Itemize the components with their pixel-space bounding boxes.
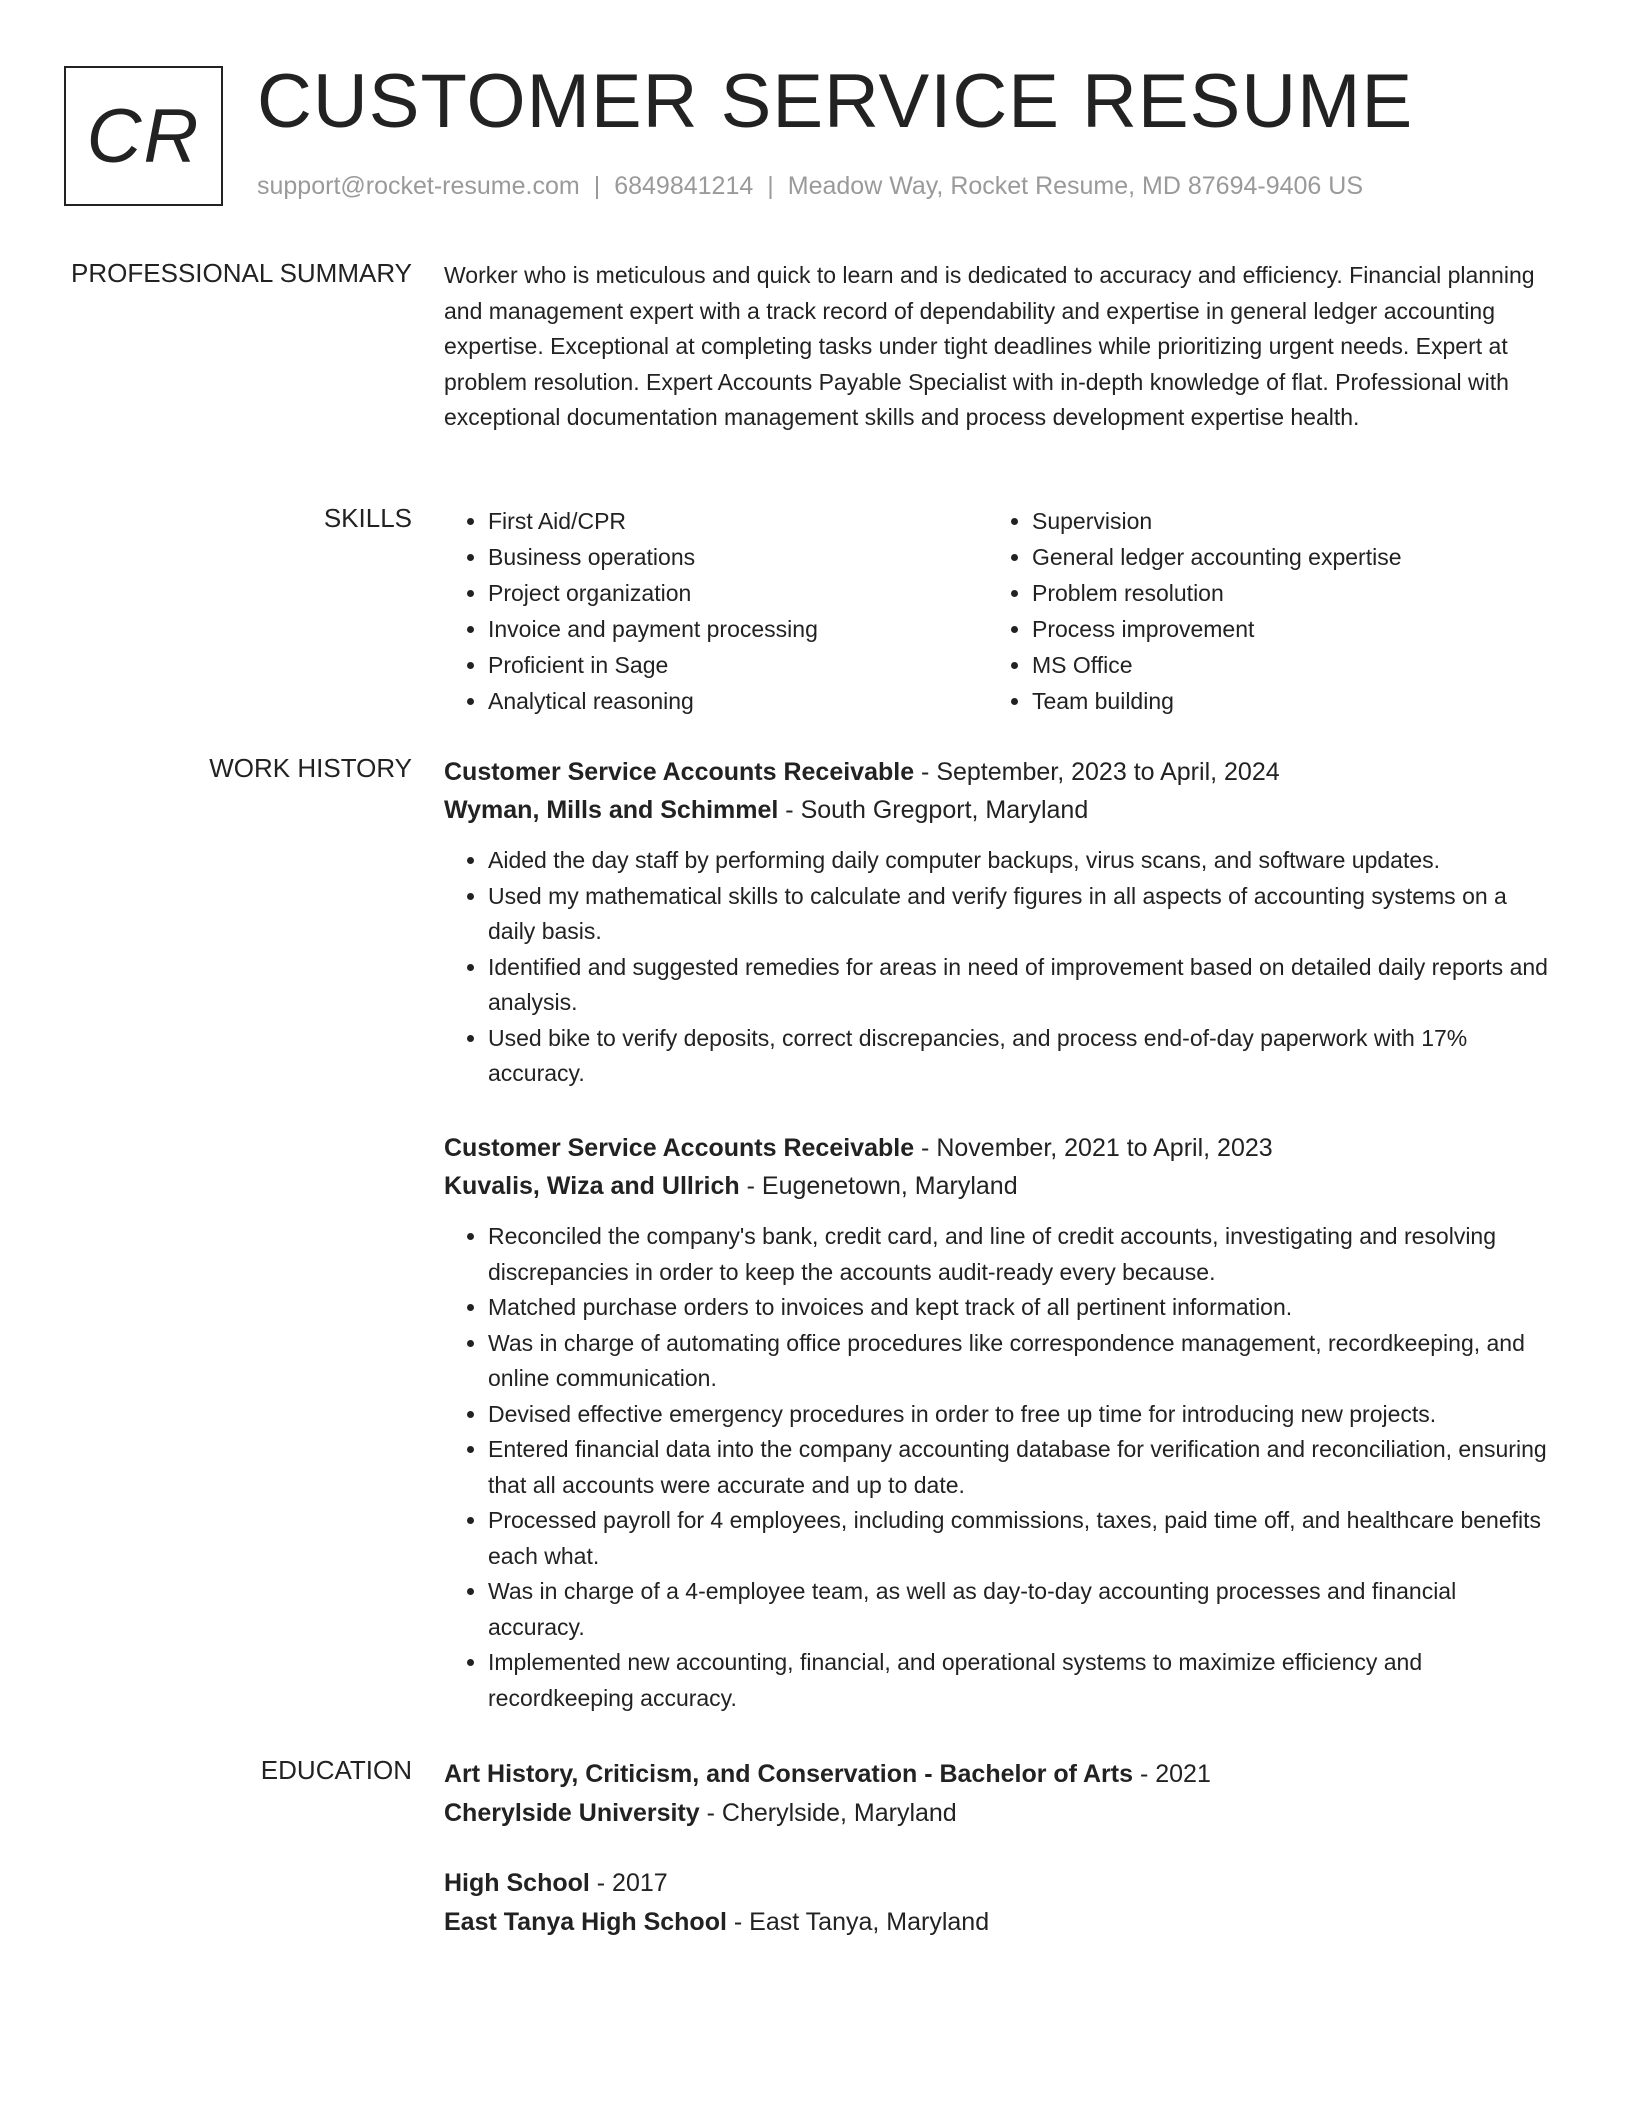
- job-bullet: • Processed payroll for 4 employees, including commissions, taxes, paid time off, and healthcare benefits each what.: [488, 1503, 1554, 1574]
- job-company: Wyman, Mills and Schimmel: [444, 796, 779, 824]
- summary-text: Worker who is meticulous and quick to learn and is dedicated to accuracy and efficiency. Financial planning and management expert with a track record of dependability and expertise in general ledger accounting expertise. Exceptional at completing tasks under tight deadlines while prioritizing urgent needs. Expert at problem resolution. Expert Accounts Payable Specialist with in-depth knowledge of flat. Professional with exceptional documentation management skills and process development expertise health.: [444, 262, 1535, 430]
- skill-item: • General ledger accounting expertise: [1032, 539, 1552, 575]
- edu-school: East Tanya High School: [444, 1908, 727, 1936]
- job-title: Customer Service Accounts Receivable: [444, 758, 915, 786]
- job-dates: - November, 2021 to April, 2023: [914, 1134, 1273, 1162]
- edu-degree-line: [444, 1864, 1554, 1903]
- job-title-line: [444, 753, 1554, 791]
- skill-item: • Business operations: [488, 539, 988, 575]
- job-entry: [444, 753, 1554, 1092]
- skill-item: • Process improvement: [1032, 611, 1552, 647]
- job-bullet: • Implemented new accounting, financial, and operational systems to maximize efficiency and recordkeeping accuracy.: [488, 1645, 1554, 1716]
- contact-line: [257, 172, 1363, 201]
- job-bullet: • Aided the day staff by performing daily computer backups, virus scans, and software updates.: [488, 843, 1554, 879]
- contact-separator: |: [767, 172, 774, 200]
- job-bullet: • Reconciled the company's bank, credit card, and line of credit accounts, investigating and resolving discrepancies in order to keep the accounts audit-ready every because.: [488, 1219, 1554, 1290]
- skill-item: • Proficient in Sage: [488, 647, 988, 683]
- edu-location: - East Tanya, Maryland: [726, 1908, 990, 1936]
- resume-title: CUSTOMER SERVICE RESUME: [257, 59, 1414, 144]
- job-bullet: • Was in charge of a 4-employee team, as well as day-to-day accounting processes and financial accuracy.: [488, 1574, 1554, 1645]
- skills-grid: [444, 503, 1554, 719]
- edu-location: - Cherylside, Maryland: [699, 1799, 957, 1827]
- job-bullet: • Was in charge of automating office procedures like correspondence management, recordkeeping, and online communication.: [488, 1326, 1554, 1397]
- contact-email: support@rocket-resume.com: [257, 172, 580, 200]
- edu-school-line: [444, 1903, 1554, 1942]
- job-dates: - September, 2023 to April, 2024: [914, 758, 1280, 786]
- skill-item: • Problem resolution: [1032, 575, 1552, 611]
- edu-degree: Art History, Criticism, and Conservation - Bachelor of Arts: [444, 1760, 1134, 1788]
- skills-list-left: [444, 503, 988, 719]
- skill-item: • First Aid/CPR: [488, 503, 988, 539]
- job-bullets: [444, 843, 1554, 1092]
- skill-item: • MS Office: [1032, 647, 1552, 683]
- monogram-logo: CR: [64, 66, 223, 206]
- skills-list-right: [988, 503, 1552, 719]
- edu-degree: High School: [444, 1869, 590, 1897]
- job-bullet: • Matched purchase orders to invoices and kept track of all pertinent information.: [488, 1290, 1554, 1326]
- skill-item: • Invoice and payment processing: [488, 611, 988, 647]
- job-title: Customer Service Accounts Receivable: [444, 1134, 915, 1162]
- skills-body: [444, 503, 1554, 719]
- contact-address: Meadow Way, Rocket Resume, MD 87694-9406 US: [787, 172, 1364, 200]
- job-bullet: • Entered financial data into the company accounting database for verification and reconciliation, ensuring that all accounts were accurate and up to date.: [488, 1432, 1554, 1503]
- edu-school: Cherylside University: [444, 1799, 700, 1827]
- job-company-line: [444, 791, 1554, 829]
- summary-body: [444, 258, 1554, 436]
- contact-separator: |: [593, 172, 601, 200]
- job-bullet: • Devised effective emergency procedures in order to free up time for introducing new projects.: [488, 1397, 1554, 1433]
- job-location: - South Gregport, Maryland: [778, 796, 1089, 824]
- education-label: EDUCATION: [260, 1755, 412, 1785]
- skill-item: • Supervision: [1032, 503, 1552, 539]
- edu-year: - 2021: [1133, 1760, 1211, 1788]
- resume-header: [0, 0, 1632, 240]
- job-bullets: [444, 1219, 1554, 1716]
- work-history-label: WORK HISTORY: [209, 753, 412, 783]
- job-bullet: • Used bike to verify deposits, correct discrepancies, and process end-of-day paperwork with 17% accuracy.: [488, 1021, 1554, 1092]
- job-company-line: [444, 1167, 1554, 1205]
- skills-label: SKILLS: [323, 503, 412, 533]
- job-entry: [444, 1129, 1554, 1716]
- edu-year: - 2017: [589, 1869, 668, 1897]
- job-bullet: • Used my mathematical skills to calculate and verify figures in all aspects of accounting systems on a daily basis.: [488, 879, 1554, 950]
- skill-item: • Project organization: [488, 575, 988, 611]
- edu-degree-line: [444, 1755, 1554, 1794]
- job-bullet: • Identified and suggested remedies for areas in need of improvement based on detailed daily reports and analysis.: [488, 950, 1554, 1021]
- edu-school-line: [444, 1794, 1554, 1833]
- job-title-line: [444, 1129, 1554, 1167]
- skill-item: • Team building: [1032, 683, 1552, 719]
- summary-label: PROFESSIONAL SUMMARY: [71, 258, 412, 288]
- education-entry: [444, 1755, 1554, 1833]
- job-location: - Eugenetown, Maryland: [739, 1172, 1018, 1200]
- education-entry: [444, 1864, 1554, 1942]
- skill-item: • Analytical reasoning: [488, 683, 988, 719]
- contact-phone: 6849841214: [614, 172, 754, 200]
- job-company: Kuvalis, Wiza and Ullrich: [444, 1172, 740, 1200]
